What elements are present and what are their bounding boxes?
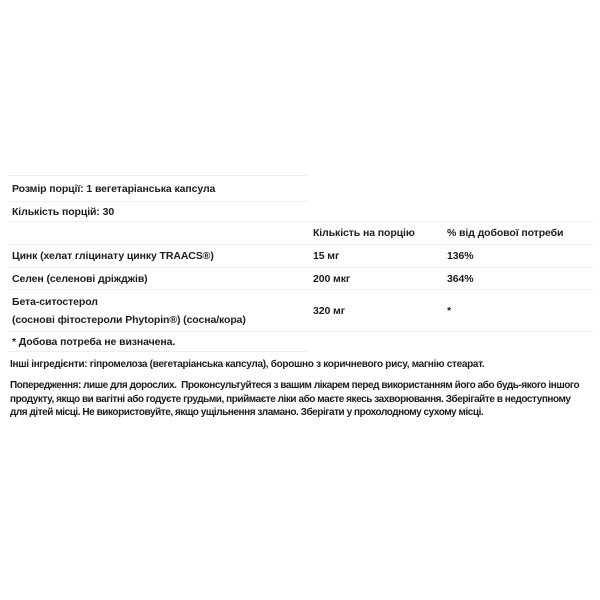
nutrient-daily-value: * — [447, 304, 451, 317]
serving-size-text: Розмір порції: 1 вегетаріанська капсула — [12, 182, 216, 195]
servings-per-container-text: Кількість порцій: 30 — [12, 205, 115, 218]
nutrient-name-line2: (соснові фітостероли Phytopin®) (сосна/кора) — [12, 313, 246, 326]
warnings-paragraph — [8, 379, 593, 420]
supplement-facts-panel — [8, 175, 593, 420]
nutrient-amount: 15 мг — [313, 250, 340, 262]
footnote-row — [8, 332, 593, 351]
nutrient-name: Селен (селенові дріжджів) — [12, 272, 148, 285]
table-row-zinc — [8, 245, 593, 267]
header-amount-per-serving: Кількість на порцію — [313, 227, 415, 239]
table-row-beta-sitosterol — [8, 290, 593, 331]
divider-bottom — [8, 351, 308, 352]
serving-size-row — [8, 176, 593, 201]
footnote-text: * Добова потреба не визначена. — [12, 335, 176, 348]
nutrient-amount: 320 мг — [313, 304, 345, 317]
nutrient-name-line1: Бета-ситостерол — [12, 295, 98, 308]
servings-per-container-row — [8, 202, 593, 221]
warnings-line: для дітей місці. Не використовуйте, якщо ущільнення зламано. Зберігати у прохолодному сухому місці. — [10, 407, 484, 418]
header-daily-value: % від добової потреби — [447, 227, 564, 239]
nutrient-name: Цинк (хелат гліцинату цинку TRAACS®) — [12, 250, 214, 262]
nutrient-amount: 200 мкг — [313, 272, 351, 285]
nutrient-daily-value: 136% — [447, 250, 474, 262]
warnings-line: продукту, якщо ви вагітні або годуєте грудьми, приймаєте ліки або маєте якесь захворювання. Зберігайте в недоступному — [10, 393, 571, 405]
nutrient-name — [8, 293, 309, 329]
nutrient-daily-value: 364% — [447, 272, 474, 285]
warnings-line: Попередження: лише для дорослих. Проконсультуйтеся з вашим лікарем перед використанням його або будь-якого іншого — [10, 380, 580, 391]
other-ingredients-text: Інші інгредієнти: гіпромелоза (вегетаріанська капсула), борошно з коричневого рису, магнію стеарат. — [10, 359, 485, 370]
table-header-row — [8, 222, 593, 244]
table-row-selenium — [8, 268, 593, 289]
